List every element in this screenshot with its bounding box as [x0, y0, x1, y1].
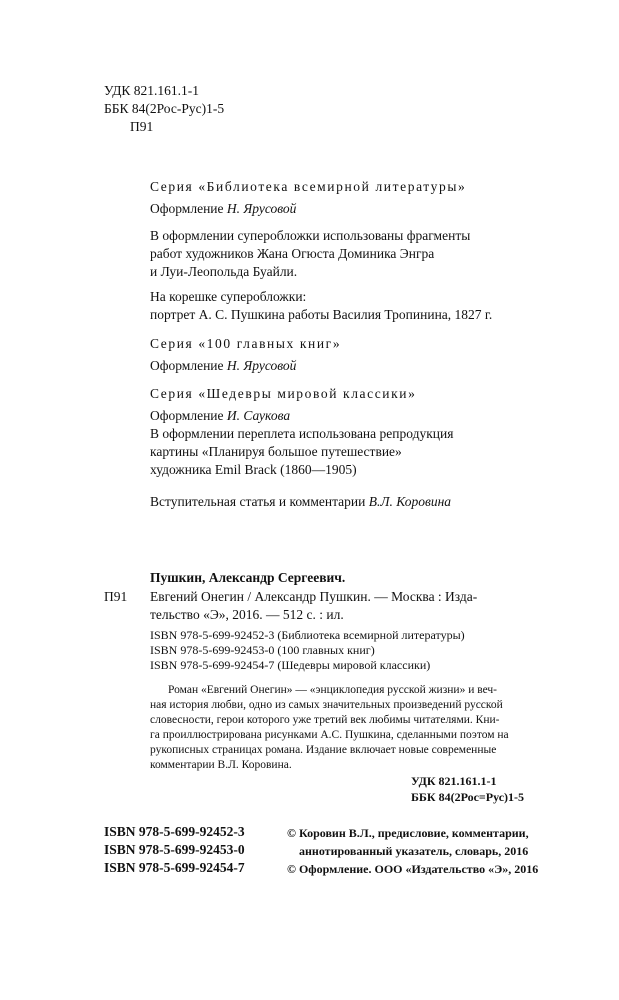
annotation-line: ная история любви, одно из самых значительных произведений русской: [150, 699, 503, 711]
copyright-block: [287, 824, 538, 878]
catalog-author: Пушкин, Александр Сергеевич.: [150, 570, 346, 585]
catalog-line: Евгений Онегин / Александр Пушкин. — Москва : Изда-: [150, 589, 478, 604]
binding-note-line: В оформлении переплета использована репродукция: [150, 426, 454, 441]
binding-note: [150, 425, 453, 479]
footer-isbn: ISBN 978-5-699-92454-7: [104, 860, 245, 875]
catalog-description: [150, 588, 477, 624]
annotation-line: комментарии В.Л. Коровина.: [150, 759, 292, 771]
catalog-isbn-list: [150, 628, 465, 673]
intro-credit: [150, 493, 451, 511]
designer-name: Н. Ярусовой: [226, 358, 297, 373]
design-label: Оформление: [150, 358, 224, 373]
annotation-line: Роман «Евгений Онегин» — «энциклопедия русской жизни» и веч-: [168, 684, 498, 696]
annotation-line: словесности, герои которого уже третий век любимы читателями. Кни-: [150, 714, 500, 726]
jacket-note-line: и Луи-Леопольда Буайли.: [150, 264, 298, 279]
catalog-isbn: ISBN 978-5-699-92454-7 (Шедевры мировой классики): [150, 658, 431, 672]
annotation: [150, 683, 509, 773]
footer-isbn: ISBN 978-5-699-92452-3: [104, 824, 245, 839]
catalog-line: тельство «Э», 2016. — 512 с. : ил.: [150, 607, 344, 622]
udk-code: УДК 821.161.1-1: [104, 83, 200, 98]
author-mark: П91: [130, 119, 154, 134]
footer-isbn: ISBN 978-5-699-92453-0: [104, 842, 245, 857]
designer-name: И. Саукова: [226, 408, 291, 423]
catalog-isbn: ISBN 978-5-699-92452-3 (Библиотека всемирной литературы): [150, 628, 465, 642]
binding-note-line: картины «Планируя большое путешествие»: [150, 444, 402, 459]
design-label: Оформление: [150, 201, 224, 216]
catalog-isbn: ISBN 978-5-699-92453-0 (100 главных книг): [150, 643, 375, 657]
spine-note-line: На корешке суперобложки:: [150, 289, 307, 304]
spine-note-line: портрет А. С. Пушкина работы Василия Тропинина, 1827 г.: [150, 307, 493, 322]
catalog-bbk: ББК 84(2Рос=Рус)1-5: [411, 790, 525, 804]
catalog-mark: П91: [104, 589, 128, 604]
annotation-line: га проиллюстрирована рисунками А.С. Пушкина, сделанными поэтом на: [150, 729, 509, 741]
jacket-note-line: В оформлении суперобложки использованы фрагменты: [150, 228, 471, 243]
series-100-design: [150, 357, 296, 375]
catalog-udk: УДК 821.161.1-1: [411, 774, 497, 788]
binding-note-line: художника Emil Brack (1860—1905): [150, 462, 357, 477]
series-100-title: Серия «100 главных книг»: [150, 336, 342, 351]
copyright-line: © Оформление. ООО «Издательство «Э», 2016: [287, 862, 539, 876]
intro-text: Вступительная статья и комментарии: [150, 494, 366, 509]
series-bvl-design: [150, 200, 296, 218]
bbk-code: ББК 84(2Рос-Рус)1-5: [104, 101, 225, 116]
series-classics-title: Серия «Шедевры мировой классики»: [150, 386, 417, 401]
designer-name: Н. Ярусовой: [226, 201, 297, 216]
footer-isbn-list: [104, 823, 245, 877]
spine-note: [150, 288, 492, 324]
copyright-line: © Коровин В.Л., предисловие, комментарии,: [287, 826, 529, 840]
series-bvl-title: Серия «Библиотека всемирной литературы»: [150, 179, 467, 194]
series-classics-design: [150, 407, 290, 425]
intro-author: В.Л. Коровина: [368, 494, 452, 509]
design-label: Оформление: [150, 408, 224, 423]
jacket-note: [150, 227, 470, 281]
copyright-line: аннотированный указатель, словарь, 2016: [299, 844, 529, 858]
jacket-note-line: работ художников Жана Огюста Доминика Энгра: [150, 246, 435, 261]
annotation-line: рукописных страницах романа. Издание включает новые современные: [150, 744, 497, 756]
